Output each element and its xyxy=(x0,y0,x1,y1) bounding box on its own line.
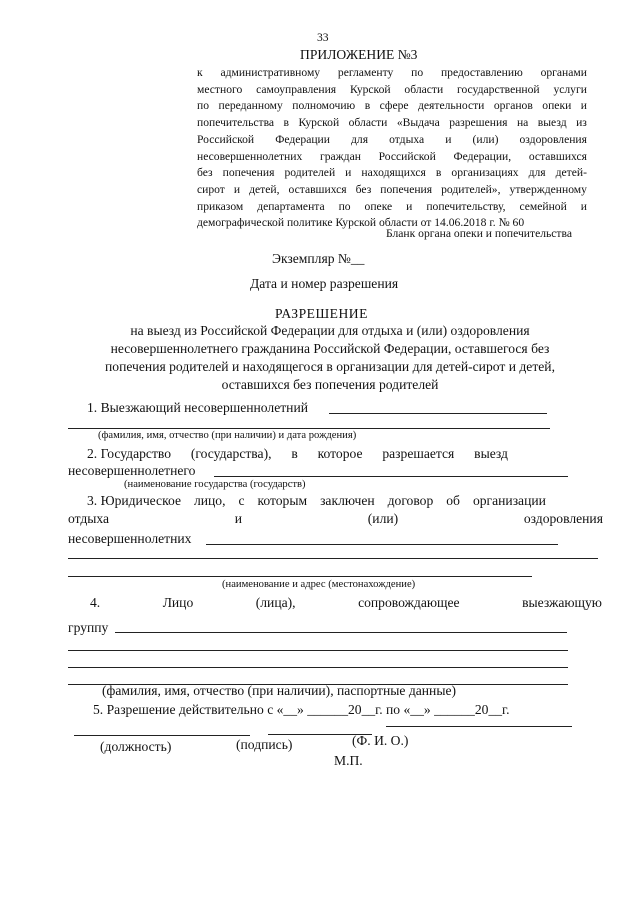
word: разрешается xyxy=(382,446,455,461)
signature-caption: (подпись) xyxy=(236,737,293,752)
copy-number-label: Экземпляр №__ xyxy=(272,251,365,266)
word: заключен xyxy=(320,493,375,508)
full-name-line xyxy=(386,726,572,727)
word: Федерации, xyxy=(453,149,512,163)
word: находящихся xyxy=(361,166,426,180)
word: родителей xyxy=(284,166,336,180)
word: опеке xyxy=(364,199,393,213)
word: оставшихся xyxy=(288,182,347,196)
word: предоставлению xyxy=(440,66,523,79)
word: 3. Юридическое xyxy=(87,493,181,508)
word: без xyxy=(197,166,213,180)
item2-caption: (наименование государства (государств) xyxy=(124,479,306,490)
item1-label: 1. Выезжающий несовершеннолетний xyxy=(87,400,309,415)
word: (или) xyxy=(367,511,399,526)
subtitle-line: на выезд из Российской Федерации для отдыха и (или) оздоровления xyxy=(130,323,530,338)
subtitle-line: оставшихся без попечения родителей xyxy=(221,377,439,392)
word: (или) xyxy=(472,132,499,146)
word: без xyxy=(355,182,372,196)
word: услуги xyxy=(553,82,587,96)
appendix-line xyxy=(197,133,587,146)
word: граждан xyxy=(319,149,361,163)
word: опеки xyxy=(542,99,572,113)
word: детей, xyxy=(249,182,280,196)
word: попечительства xyxy=(197,116,275,130)
word: для xyxy=(528,166,546,180)
word: организации xyxy=(472,493,546,508)
item2-label: несовершеннолетнего xyxy=(68,463,196,478)
subtitle-line: попечения родителей и находящегося в организации для детей-сирот и детей, xyxy=(105,359,555,374)
word: органами xyxy=(540,66,587,79)
word: по xyxy=(338,199,351,213)
item4-caption: (фамилия, имя, отчество (при наличии), паспортные данные) xyxy=(102,683,457,698)
document-title: РАЗРЕШЕНИЕ xyxy=(275,306,368,321)
position-caption: (должность) xyxy=(100,739,172,754)
appendix-line xyxy=(197,150,587,163)
word: государственной xyxy=(457,82,540,96)
word: в xyxy=(291,446,298,461)
word: регламенту xyxy=(337,66,394,79)
blank-note: Бланк органа опеки и попечительства xyxy=(386,227,572,240)
word: и xyxy=(445,132,452,146)
appendix-line xyxy=(197,99,587,112)
item1-fill-line xyxy=(68,428,550,429)
appendix-title: ПРИЛОЖЕНИЕ №3 xyxy=(300,47,418,62)
word: органов xyxy=(493,99,533,113)
item3-fill-line xyxy=(206,544,558,545)
word: самоуправления xyxy=(256,82,337,96)
word: попечения xyxy=(222,166,275,180)
word: и xyxy=(234,511,243,526)
full-name-caption: (Ф. И. О.) xyxy=(352,733,409,748)
word: и xyxy=(406,199,413,213)
word: в xyxy=(283,116,290,130)
word: из xyxy=(576,116,587,130)
word: которое xyxy=(317,446,363,461)
appendix-line xyxy=(197,166,587,179)
word: лицо, xyxy=(193,493,226,508)
word: и xyxy=(345,166,352,180)
word: Курской xyxy=(349,82,391,96)
item3-line xyxy=(87,493,546,509)
word: по xyxy=(197,99,210,113)
word: по xyxy=(411,66,424,79)
item3-label: несовершеннолетних xyxy=(68,531,192,546)
word: попечения xyxy=(380,182,433,196)
word: Курской xyxy=(298,116,340,130)
word: несовершеннолетних xyxy=(197,149,303,163)
item3-caption: (наименование и адрес (местонахождение) xyxy=(222,579,416,590)
word: оставшихся xyxy=(528,149,587,163)
item3-fill-line xyxy=(68,558,598,559)
item2-line xyxy=(87,446,508,462)
word: выезжающую xyxy=(522,595,602,610)
item4-fill-line xyxy=(68,650,568,651)
word: выезд xyxy=(537,116,567,130)
word: области xyxy=(348,116,388,130)
item1-fill-line xyxy=(329,413,547,414)
word: попечительству, xyxy=(426,199,506,213)
position-line xyxy=(74,735,250,736)
word: Российской xyxy=(197,132,255,146)
word: семейной xyxy=(519,199,567,213)
word: 4. xyxy=(90,595,101,610)
word: на xyxy=(516,116,529,130)
word: сирот xyxy=(197,182,225,196)
word: приказом xyxy=(197,199,244,213)
word: детей- xyxy=(555,166,587,180)
word: деятельности xyxy=(418,99,485,113)
appendix-line xyxy=(197,200,587,213)
word: которым xyxy=(257,493,308,508)
word: полномочию xyxy=(292,99,356,113)
word: договор xyxy=(387,493,434,508)
word: области xyxy=(404,82,444,96)
appendix-line xyxy=(197,66,587,79)
item4-fill-line xyxy=(68,667,568,668)
word: и xyxy=(580,99,587,113)
item4-line xyxy=(90,595,602,611)
word: и xyxy=(233,182,241,196)
word: сфере xyxy=(379,99,409,113)
appendix-line xyxy=(197,83,587,96)
word: департамента xyxy=(257,199,325,213)
item4-fill-line xyxy=(115,632,567,633)
validity-period: 5. Разрешение действительно с «__» ______20__г. по «__» ______20__г. xyxy=(93,702,510,717)
word: переданному xyxy=(218,99,283,113)
word: (государства), xyxy=(190,446,272,461)
word: (лица), xyxy=(255,595,296,610)
word: сопровождающее xyxy=(358,595,460,610)
item1-caption: (фамилия, имя, отчество (при наличии) и дата рождения) xyxy=(98,430,357,441)
word: организациях xyxy=(451,166,519,180)
page-number: 33 xyxy=(317,31,329,44)
item2-fill-line xyxy=(214,476,568,477)
word: к xyxy=(197,66,203,79)
subtitle-line: несовершеннолетнего гражданина Российской Федерации, оставшегося без xyxy=(110,341,550,356)
word: разрешения xyxy=(449,116,508,130)
word: для xyxy=(351,132,369,146)
item3-fill-line xyxy=(68,576,532,577)
item3-line xyxy=(68,511,603,527)
seal-place: М.П. xyxy=(334,753,363,768)
appendix-line xyxy=(197,183,587,196)
word: Российской xyxy=(378,149,436,163)
word: оздоровления xyxy=(523,511,603,526)
word: административному xyxy=(220,66,321,79)
word: оздоровления xyxy=(519,132,587,146)
word: и xyxy=(580,199,587,213)
word: родителей», xyxy=(441,182,501,196)
word: выезд xyxy=(474,446,508,461)
word: в xyxy=(364,99,371,113)
word: 2. Государство xyxy=(87,446,172,461)
word: об xyxy=(446,493,460,508)
word: Лицо xyxy=(162,595,194,610)
item4-label: группу xyxy=(68,620,109,635)
word: отдыха xyxy=(68,511,110,526)
word: местного xyxy=(197,82,243,96)
appendix-line xyxy=(197,116,587,129)
word: «Выдача xyxy=(396,116,440,130)
appendix-line: демографической политике Курской области от 14.06.2018 г. № 60 xyxy=(197,216,525,230)
word: с xyxy=(238,493,245,508)
decision-date-number-label: Дата и номер разрешения xyxy=(250,276,399,291)
word: утвержденному xyxy=(509,182,587,196)
word: отдыха xyxy=(389,132,425,146)
word: в xyxy=(435,166,442,180)
word: Федерации xyxy=(275,132,330,146)
